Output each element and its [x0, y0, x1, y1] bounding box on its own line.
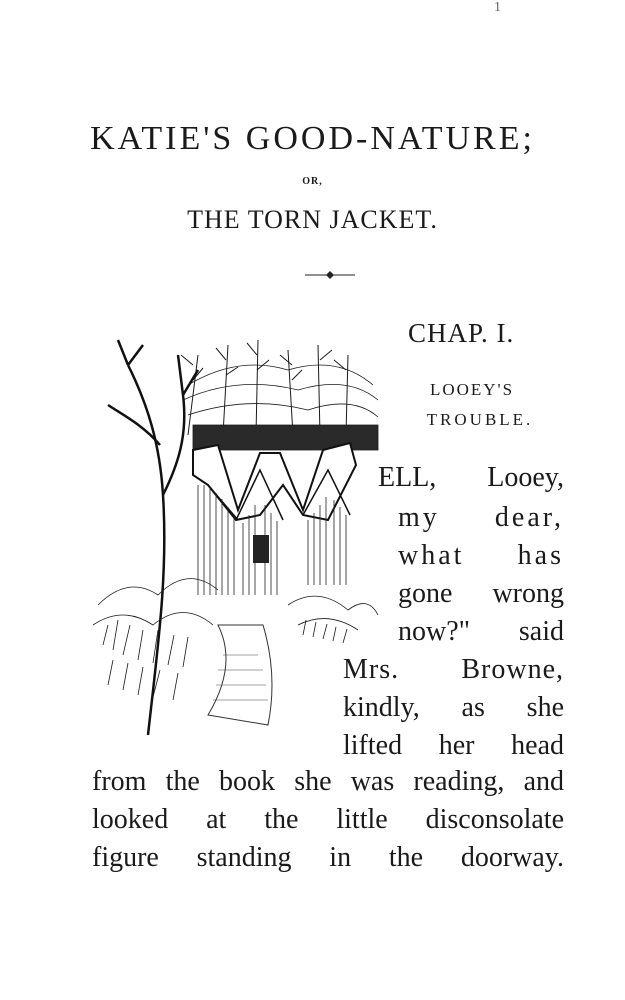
body-line-6: Mrs. Browne, [343, 654, 564, 685]
or-connector: OR, [302, 176, 323, 187]
divider-ornament [305, 268, 355, 282]
chapter-subtitle-line2: TROUBLE. [426, 410, 534, 429]
body-line-10: looked at the little disconsolate [92, 804, 564, 835]
body-line-7: kindly, as she [343, 692, 564, 723]
body-line-3: what has [398, 540, 564, 571]
body-line-5: now?" said [398, 616, 564, 647]
body-line-1: ELL, Looey, [378, 462, 564, 493]
book-title: KATIE'S GOOD-NATURE; [90, 120, 535, 157]
body-line-4: gone wrong [398, 578, 564, 609]
chapter-heading: CHAP. I. [408, 318, 515, 348]
body-line-8: lifted her head [343, 730, 564, 761]
page-number-mark: 1 [494, 0, 501, 15]
body-line-11: figure standing in the doorway. [92, 842, 564, 873]
book-subtitle: THE TORN JACKET. [187, 205, 438, 234]
body-line-9: from the book she was reading, and [92, 766, 564, 797]
body-line-2: my dear, [398, 502, 564, 533]
chapter-subtitle-line1: LOOEY'S [429, 380, 515, 399]
